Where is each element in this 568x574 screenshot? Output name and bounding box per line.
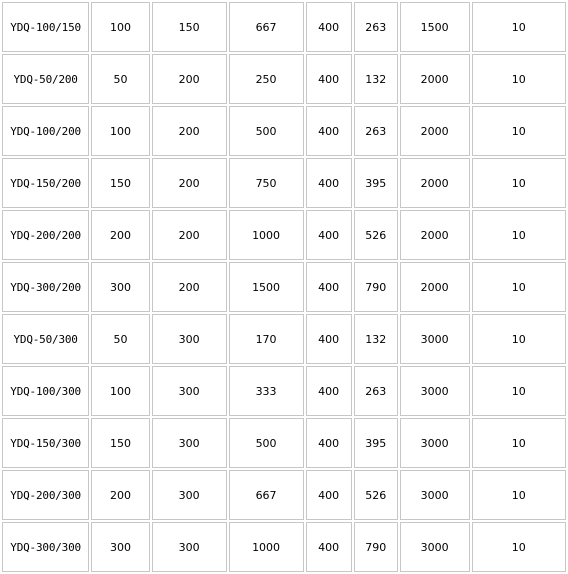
model-cell: YDQ-50/200 — [2, 54, 89, 104]
table-cell: 300 — [91, 522, 149, 572]
table-cell: 667 — [229, 2, 304, 52]
table-cell: 500 — [229, 106, 304, 156]
table-cell: 200 — [91, 210, 149, 260]
table-row — [2, 470, 566, 520]
table-cell: 150 — [152, 2, 227, 52]
table-cell: 3000 — [400, 366, 470, 416]
table-row — [2, 522, 566, 572]
table-cell: 395 — [354, 418, 398, 468]
spec-table-body — [2, 2, 566, 572]
table-cell: 10 — [472, 2, 566, 52]
table-cell: 2000 — [400, 106, 470, 156]
table-cell: 400 — [306, 106, 352, 156]
table-cell: 400 — [306, 366, 352, 416]
table-cell: 132 — [354, 54, 398, 104]
table-cell: 790 — [354, 262, 398, 312]
table-cell: 300 — [152, 366, 227, 416]
table-cell: 10 — [472, 470, 566, 520]
table-cell: 400 — [306, 262, 352, 312]
table-cell: 10 — [472, 262, 566, 312]
model-cell: YDQ-300/300 — [2, 522, 89, 572]
table-cell: 1500 — [400, 2, 470, 52]
table-cell: 300 — [152, 522, 227, 572]
table-cell: 3000 — [400, 522, 470, 572]
table-row — [2, 158, 566, 208]
table-cell: 263 — [354, 106, 398, 156]
table-cell: 300 — [152, 470, 227, 520]
table-cell: 400 — [306, 210, 352, 260]
table-cell: 3000 — [400, 470, 470, 520]
model-cell: YDQ-100/150 — [2, 2, 89, 52]
table-cell: 2000 — [400, 210, 470, 260]
table-cell: 750 — [229, 158, 304, 208]
table-cell: 400 — [306, 522, 352, 572]
table-cell: 100 — [91, 366, 149, 416]
model-cell: YDQ-300/200 — [2, 262, 89, 312]
table-cell: 300 — [152, 314, 227, 364]
table-row — [2, 2, 566, 52]
model-cell: YDQ-200/300 — [2, 470, 89, 520]
table-cell: 200 — [152, 262, 227, 312]
table-row — [2, 262, 566, 312]
table-cell: 150 — [91, 158, 149, 208]
table-cell: 2000 — [400, 158, 470, 208]
table-cell: 10 — [472, 106, 566, 156]
table-cell: 1000 — [229, 210, 304, 260]
table-cell: 1000 — [229, 522, 304, 572]
table-cell: 132 — [354, 314, 398, 364]
table-row — [2, 314, 566, 364]
table-cell: 200 — [152, 210, 227, 260]
table-cell: 400 — [306, 54, 352, 104]
table-cell: 500 — [229, 418, 304, 468]
table-row — [2, 418, 566, 468]
table-cell: 10 — [472, 418, 566, 468]
table-cell: 400 — [306, 2, 352, 52]
table-cell: 2000 — [400, 54, 470, 104]
table-cell: 10 — [472, 522, 566, 572]
table-cell: 10 — [472, 158, 566, 208]
table-cell: 790 — [354, 522, 398, 572]
table-cell: 10 — [472, 210, 566, 260]
table-cell: 2000 — [400, 262, 470, 312]
table-cell: 400 — [306, 470, 352, 520]
table-cell: 200 — [91, 470, 149, 520]
table-cell: 10 — [472, 366, 566, 416]
table-cell: 263 — [354, 366, 398, 416]
table-cell: 333 — [229, 366, 304, 416]
table-cell: 200 — [152, 106, 227, 156]
table-row — [2, 106, 566, 156]
table-cell: 50 — [91, 314, 149, 364]
model-cell: YDQ-150/300 — [2, 418, 89, 468]
table-cell: 3000 — [400, 418, 470, 468]
table-cell: 100 — [91, 2, 149, 52]
table-cell: 170 — [229, 314, 304, 364]
table-cell: 1500 — [229, 262, 304, 312]
table-cell: 10 — [472, 314, 566, 364]
table-cell: 395 — [354, 158, 398, 208]
table-cell: 250 — [229, 54, 304, 104]
model-cell: YDQ-100/300 — [2, 366, 89, 416]
table-row — [2, 54, 566, 104]
table-row — [2, 210, 566, 260]
table-cell: 400 — [306, 314, 352, 364]
table-cell: 300 — [91, 262, 149, 312]
table-cell: 150 — [91, 418, 149, 468]
table-cell: 400 — [306, 158, 352, 208]
table-cell: 667 — [229, 470, 304, 520]
table-cell: 200 — [152, 158, 227, 208]
table-cell: 300 — [152, 418, 227, 468]
table-cell: 526 — [354, 470, 398, 520]
table-cell: 200 — [152, 54, 227, 104]
model-cell: YDQ-100/200 — [2, 106, 89, 156]
table-row — [2, 366, 566, 416]
model-cell: YDQ-50/300 — [2, 314, 89, 364]
table-cell: 400 — [306, 418, 352, 468]
table-cell: 10 — [472, 54, 566, 104]
model-cell: YDQ-200/200 — [2, 210, 89, 260]
table-cell: 50 — [91, 54, 149, 104]
model-cell: YDQ-150/200 — [2, 158, 89, 208]
table-cell: 3000 — [400, 314, 470, 364]
table-cell: 526 — [354, 210, 398, 260]
table-cell: 100 — [91, 106, 149, 156]
table-cell: 263 — [354, 2, 398, 52]
